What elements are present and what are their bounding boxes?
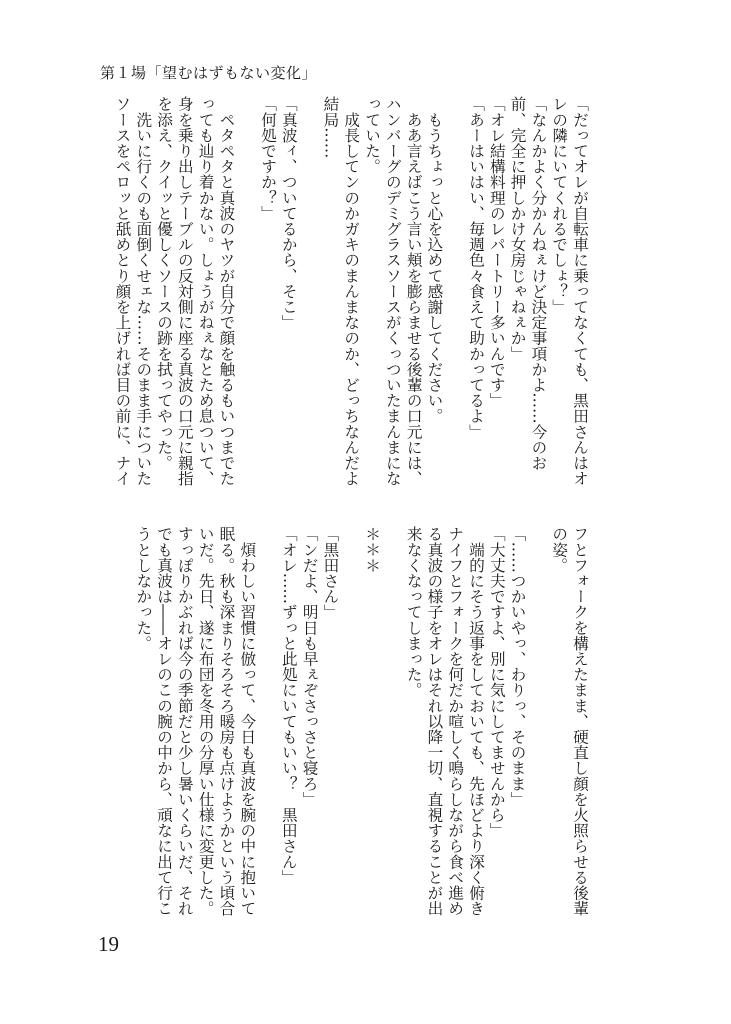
text-line: でも真波は――オレのこの腕の中から、頑なに出て行こ bbox=[155, 526, 174, 916]
text-line: ＊＊＊ bbox=[363, 526, 382, 573]
blank-line bbox=[528, 526, 549, 918]
text-line: いだ。先日、遂に布団を冬用の分厚い仕様に変更した。 bbox=[196, 526, 215, 916]
text-line: 眠る。秋も深まりそろそろ暖房も点けようかという頃合 bbox=[217, 526, 236, 916]
text-line: 「黒田さん」 bbox=[321, 526, 340, 620]
text-line: ナイフとフォークを何だか喧しく鳴らしながら食べ進め bbox=[446, 526, 465, 916]
text-line: 煩わしい習慣に倣って、今日も真波を腕の中に抱いて bbox=[238, 526, 257, 916]
text-line: 「だってオレが自転車に乗ってなくても、黒田さんはオ bbox=[571, 96, 589, 486]
blank-line bbox=[382, 526, 403, 918]
blank-line bbox=[340, 526, 361, 918]
text-line: ペタペタと真波のヤツが自分で顔を触るもいつまでた bbox=[217, 96, 236, 486]
text-line: ああ言えばこう言い頬を膨らませる後輩の口元には、 bbox=[404, 96, 423, 486]
text-line: っていた。 bbox=[363, 96, 382, 174]
blank-line bbox=[444, 96, 465, 488]
text-line: 洗いに行くのも面倒くせェな……そのまま手についた bbox=[134, 96, 153, 486]
running-header: 第１場「望むはずもない変化」 bbox=[100, 64, 318, 82]
text-line: 来なくなってしまった。 bbox=[404, 526, 423, 698]
text-line: 「……つかいやっ、わりっ、そのまま」 bbox=[508, 526, 527, 807]
text-line: ソースをペロッと舐めとり顔を上げれば目の前に、ナイ bbox=[113, 96, 132, 486]
text-line: 前、完全に押しかけ女房じゃねぇか」 bbox=[508, 96, 527, 362]
text-line: うとしなかった。 bbox=[134, 526, 153, 651]
text-line: レの隣にいてくれるでしょ？」 bbox=[550, 96, 569, 315]
text-line: ハンバーグのデミグラスソースがくっついたまんまにな bbox=[383, 96, 402, 486]
text-line: 身を乗り出しテーブルの反対側に座る真波の口元に親指 bbox=[175, 96, 194, 486]
text-line: 「オレ……ずっと此処にいてもいい？ 黒田さん」 bbox=[279, 526, 298, 885]
text-line: る真波の様子をオレはそれ以降一切、直視することが出 bbox=[425, 526, 444, 916]
page-number: 19 bbox=[98, 932, 119, 956]
text-line: 「何処ですか？」 bbox=[259, 96, 278, 221]
text-line: 「なんかよく分かんねぇけど決定事項かよ……今のお bbox=[529, 96, 548, 471]
text-line: もうちょっと心を込めて感謝してください。 bbox=[425, 96, 444, 424]
text-line: を添え、クイッと優しくソースの跡を拭ってやった。 bbox=[155, 96, 174, 471]
text-block-bottom bbox=[111, 526, 590, 918]
blank-line bbox=[257, 526, 278, 918]
text-line: 「真波ィ、ついてるから、そこ」 bbox=[279, 96, 298, 330]
text-block-top bbox=[111, 96, 590, 488]
text-line: 結局…… bbox=[321, 96, 340, 159]
text-line: 「オレ結構料理のレパートリー多いんです」 bbox=[487, 96, 506, 408]
text-line: 「大丈夫ですよ、別に気にしてませんから」 bbox=[487, 526, 506, 838]
text-line: 「ンだよ、明日も早ぇぞさっさと寝ろ」 bbox=[300, 526, 319, 807]
text-line: すっぽりかぶれば今の季節だと少し暑いくらいだ、それ bbox=[175, 526, 194, 916]
blank-line bbox=[299, 96, 320, 488]
text-line: っても辿り着かない。しょうがねぇなとため息ついて、 bbox=[196, 96, 215, 486]
text-line: 「あーはいはい、毎週色々食えて助かってるよ」 bbox=[467, 96, 486, 440]
text-line: の姿。 bbox=[550, 526, 569, 573]
text-line: 端的にそう返事をしておいても、先ほどより深く俯き bbox=[467, 526, 486, 916]
text-line: フとフォークを構えたまま、硬直し顔を火照らせる後輩 bbox=[571, 526, 589, 916]
blank-line bbox=[236, 96, 257, 488]
text-line: 成長してンのかガキのまんまなのか、どっちなんだよ bbox=[342, 96, 361, 486]
